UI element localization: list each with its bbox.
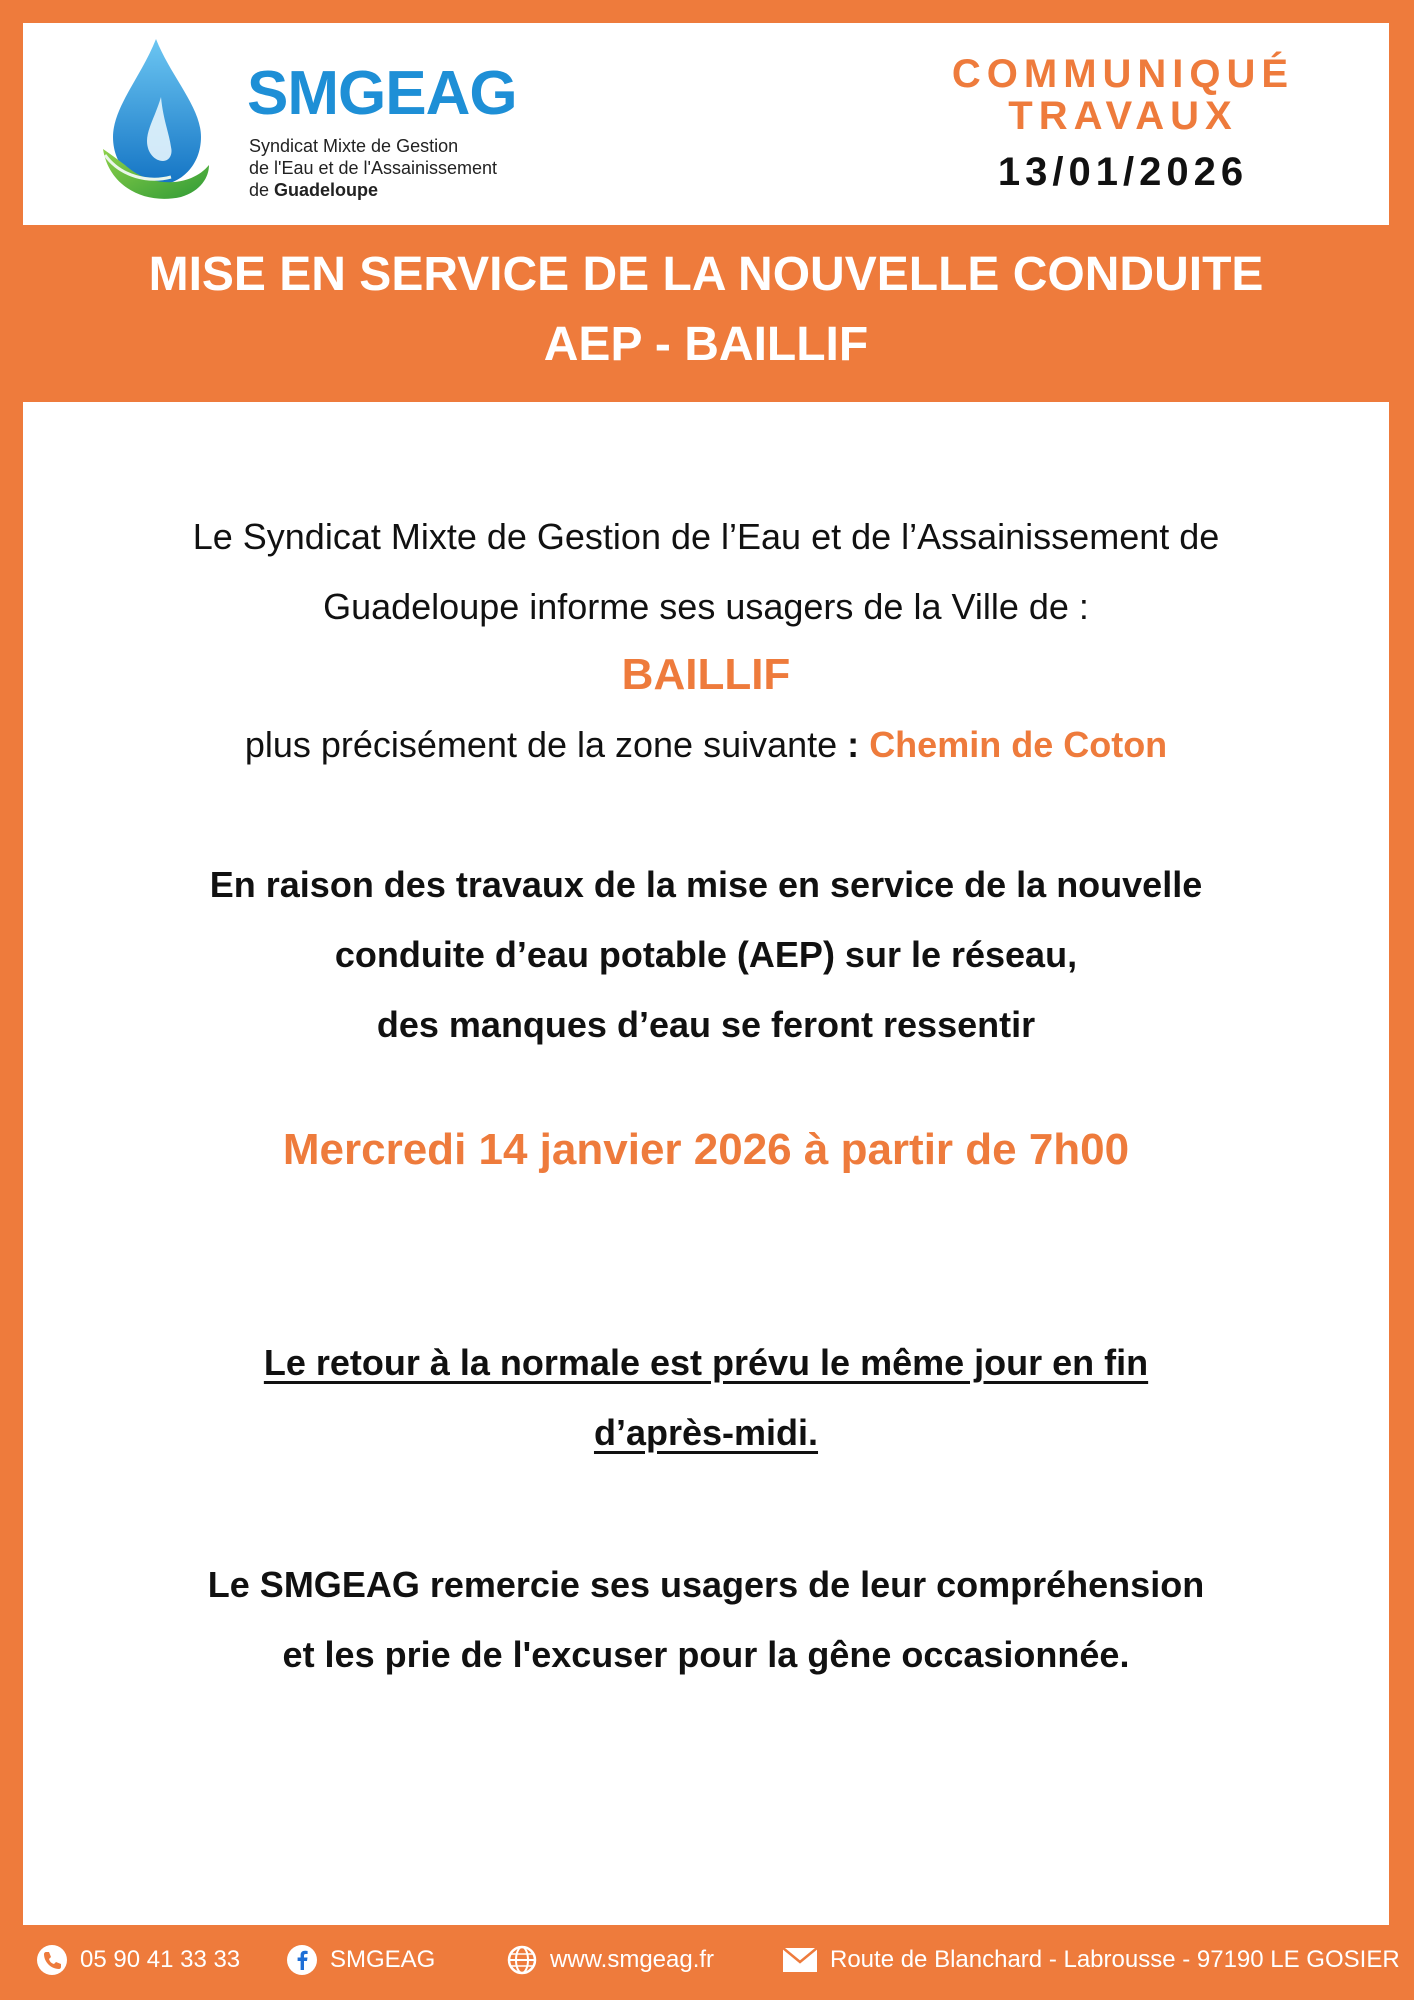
page-title — [23, 240, 1389, 380]
tagline-line-1: Syndicat Mixte de Gestion — [249, 136, 459, 156]
thanks-line-2: et les prie de l'excuser pour la gêne occasionnée. — [282, 1634, 1130, 1675]
phone-number: 05 90 41 33 33 — [80, 1946, 241, 1973]
website-link: www.smgeag.fr — [550, 1946, 715, 1973]
tagline-line-2: de l'Eau et de l'Assainissement — [249, 158, 498, 178]
brand-name: SMGEAG — [247, 59, 517, 128]
tagline-region: Guadeloupe — [274, 180, 379, 200]
phone-icon — [36, 1944, 68, 1976]
water-drop-icon — [101, 37, 211, 202]
communique-label: COMMUNIQUÉ — [951, 52, 1295, 96]
communique-date: 13/01/2026 — [997, 150, 1249, 194]
footer-website[interactable] — [506, 1940, 714, 1980]
mail-icon — [782, 1947, 818, 1973]
tagline-prefix: de — [249, 180, 275, 200]
reason-line-2: conduite d’eau potable (AEP) sur le réseau, — [334, 934, 1078, 975]
zone-colon: : — [847, 724, 860, 765]
thanks-line-1: Le SMGEAG remercie ses usagers de leur compréhension — [207, 1564, 1205, 1605]
intro-line-2: Guadeloupe informe ses usagers de la Ville de : — [323, 586, 1089, 627]
reason-line-1: En raison des travaux de la mise en service de la nouvelle — [209, 864, 1203, 905]
zone-line — [23, 720, 1389, 770]
globe-icon — [506, 1944, 538, 1976]
zone-text: plus précisément de la zone suivante — [244, 724, 848, 765]
return-notice — [103, 1328, 1309, 1468]
footer-facebook[interactable] — [286, 1940, 435, 1980]
reason-line-3: des manques d’eau se feront ressentir — [376, 1004, 1036, 1045]
facebook-icon — [286, 1944, 318, 1976]
content-panel — [23, 402, 1389, 1925]
brand-tagline — [249, 135, 497, 201]
outage-date: Mercredi 14 janvier 2026 à partir de 7h00 — [282, 1125, 1130, 1174]
footer-bar — [0, 1930, 1414, 1990]
intro-line-1: Le Syndicat Mixte de Gestion de l’Eau et de l’Assainissement de — [192, 516, 1220, 557]
tagline-line-3 — [249, 179, 497, 201]
footer-address — [782, 1940, 1400, 1980]
thanks-paragraph — [103, 1550, 1309, 1690]
title-line-1: MISE EN SERVICE DE LA NOUVELLE CONDUITE — [148, 248, 1264, 301]
header-panel — [23, 23, 1389, 225]
facebook-handle: SMGEAG — [330, 1946, 436, 1973]
intro-paragraph — [123, 502, 1289, 642]
address-text: Route de Blanchard - Labrousse - 97190 LE GOSIER — [830, 1946, 1400, 1973]
title-line-2: AEP - BAILLIF — [543, 318, 869, 371]
communique-block — [933, 53, 1313, 193]
smgeag-logo — [101, 37, 551, 212]
zone-name: Chemin de Coton — [869, 724, 1168, 765]
reason-paragraph — [103, 850, 1309, 1060]
return-line-2: d’après-midi. — [593, 1412, 819, 1453]
travaux-label: TRAVAUX — [1008, 94, 1238, 138]
city-name: BAILLIF — [621, 650, 791, 699]
footer-phone[interactable] — [36, 1940, 240, 1980]
return-line-1: Le retour à la normale est prévu le même jour en fin — [263, 1342, 1149, 1383]
